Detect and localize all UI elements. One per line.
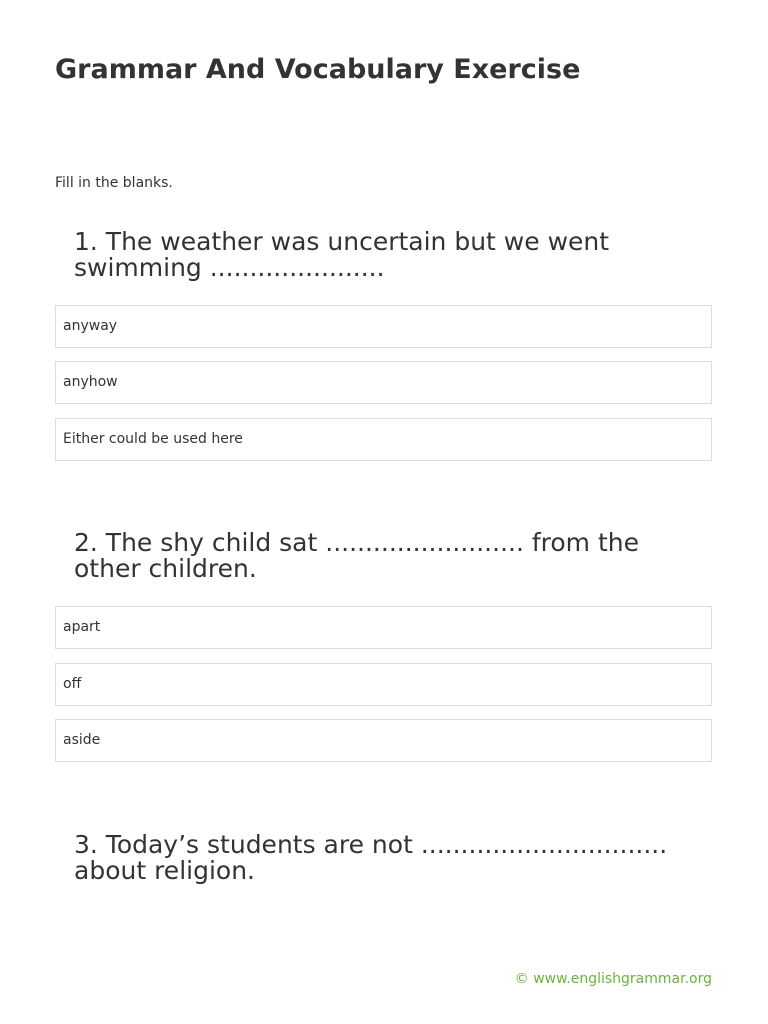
page-title: Grammar And Vocabulary Exercise	[55, 54, 581, 85]
instructions-text: Fill in the blanks.	[55, 175, 173, 191]
copyright-footer: © www.englishgrammar.org	[514, 971, 712, 987]
option-label: off	[63, 676, 82, 692]
option-label: Either could be used here	[63, 431, 243, 447]
question-2-option-2[interactable]	[55, 663, 712, 706]
option-label: anyway	[63, 318, 118, 334]
question-1-option-1[interactable]	[55, 305, 712, 348]
option-label: aside	[63, 732, 101, 748]
question-2-text: 2. The shy child sat ......................... from the other children.	[74, 528, 640, 583]
question-1-option-3[interactable]	[55, 418, 712, 461]
question-2-option-3[interactable]	[55, 719, 712, 762]
option-label: apart	[63, 619, 101, 635]
question-1-text: 1. The weather was uncertain but we went swimming ......................	[74, 227, 610, 282]
question-2-option-1[interactable]	[55, 606, 712, 649]
option-label: anyhow	[63, 374, 118, 390]
question-1-option-2[interactable]	[55, 361, 712, 404]
question-3-text: 3. Today’s students are not ............................... about religion.	[74, 830, 668, 885]
